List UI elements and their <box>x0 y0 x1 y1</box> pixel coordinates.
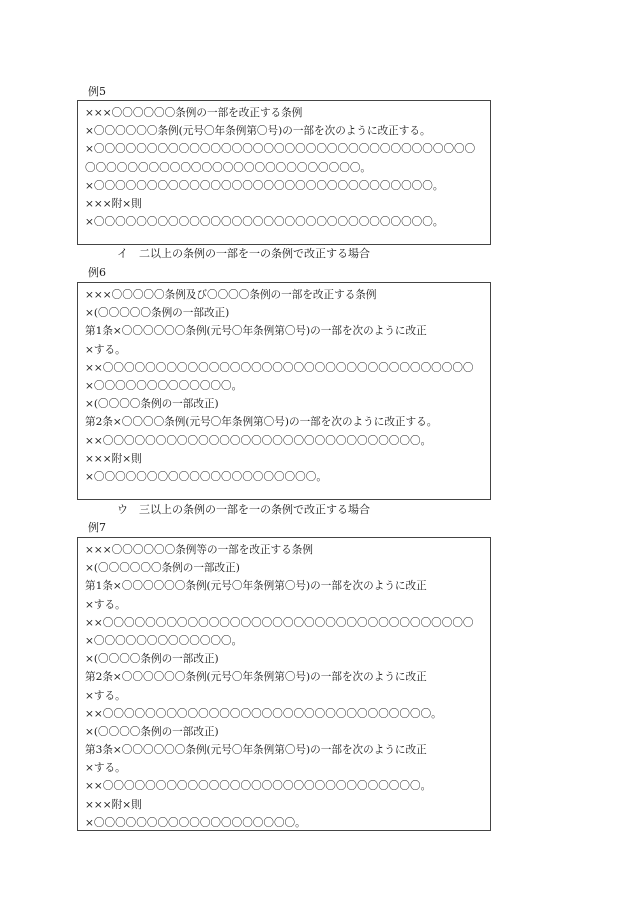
example-6-line: 第1条×〇〇〇〇〇〇条例(元号〇年条例第〇号)の一部を次のように改正 <box>85 325 427 338</box>
example-7-line: ×〇〇〇〇〇〇〇〇〇〇〇〇〇。 <box>85 634 243 647</box>
example-5-line: ×〇〇〇〇〇〇〇〇〇〇〇〇〇〇〇〇〇〇〇〇〇〇〇〇〇〇〇〇〇〇〇〇。 <box>85 216 444 229</box>
section-heading-i: イ 二以上の条例の一部を一の条例で改正する場合 <box>117 247 370 260</box>
example-5-line: ×〇〇〇〇〇〇条例(元号〇年条例第〇号)の一部を次のように改正する。 <box>85 125 431 138</box>
example-7-line: ×××〇〇〇〇〇〇条例等の一部を改正する条例 <box>85 544 313 556</box>
example-7-line: ×〇〇〇〇〇〇〇〇〇〇〇〇〇〇〇〇〇〇〇。 <box>85 816 306 829</box>
example-7-line: ×する。 <box>85 598 126 611</box>
example-7-line: ×する。 <box>85 689 126 702</box>
example-7-line: ×(〇〇〇〇条例の一部改正) <box>85 725 219 738</box>
example-7-label: 例7 <box>88 521 106 534</box>
example-7-line: ×(〇〇〇〇〇〇条例の一部改正) <box>85 562 240 575</box>
section-heading-u: ウ 三以上の条例の一部を一の条例で改正する場合 <box>117 503 370 516</box>
example-5-line: ×〇〇〇〇〇〇〇〇〇〇〇〇〇〇〇〇〇〇〇〇〇〇〇〇〇〇〇〇〇〇〇〇。 <box>85 179 444 192</box>
example-6-line: ××〇〇〇〇〇〇〇〇〇〇〇〇〇〇〇〇〇〇〇〇〇〇〇〇〇〇〇〇〇〇〇〇〇〇〇 <box>85 361 474 374</box>
example-7-line: 第1条×〇〇〇〇〇〇条例(元号〇年条例第〇号)の一部を次のように改正 <box>85 580 427 593</box>
example-6-line: ×する。 <box>85 343 126 356</box>
example-5-line: ×××附×則 <box>85 197 142 210</box>
example-7-line: ××〇〇〇〇〇〇〇〇〇〇〇〇〇〇〇〇〇〇〇〇〇〇〇〇〇〇〇〇〇〇〇。 <box>85 707 442 720</box>
example-5-line: ×××〇〇〇〇〇〇条例の一部を改正する条例 <box>85 107 303 119</box>
example-7-line: ××〇〇〇〇〇〇〇〇〇〇〇〇〇〇〇〇〇〇〇〇〇〇〇〇〇〇〇〇〇〇〇〇〇〇〇 <box>85 616 474 629</box>
example-6-box <box>77 282 491 500</box>
example-6-label: 例6 <box>88 266 106 279</box>
example-7-line: 第2条×〇〇〇〇〇〇条例(元号〇年条例第〇号)の一部を次のように改正 <box>85 671 427 684</box>
example-6-line: ×(〇〇〇〇〇条例の一部改正) <box>85 307 230 320</box>
example-5-label: 例5 <box>88 85 106 98</box>
example-5-line: 〇〇〇〇〇〇〇〇〇〇〇〇〇〇〇〇〇〇〇〇〇〇〇〇〇〇。 <box>85 161 372 174</box>
example-6-line: 第2条×〇〇〇〇条例(元号〇年条例第〇号)の一部を次のように改正する。 <box>85 416 438 429</box>
example-6-line: ××〇〇〇〇〇〇〇〇〇〇〇〇〇〇〇〇〇〇〇〇〇〇〇〇〇〇〇〇〇〇。 <box>85 434 432 447</box>
example-6-line: ×(〇〇〇〇条例の一部改正) <box>85 398 219 411</box>
example-6-line: ×××附×則 <box>85 452 142 465</box>
example-7-line: ××〇〇〇〇〇〇〇〇〇〇〇〇〇〇〇〇〇〇〇〇〇〇〇〇〇〇〇〇〇〇。 <box>85 780 432 793</box>
example-5-line: ×〇〇〇〇〇〇〇〇〇〇〇〇〇〇〇〇〇〇〇〇〇〇〇〇〇〇〇〇〇〇〇〇〇〇〇〇 <box>85 143 476 156</box>
example-7-line: 第3条×〇〇〇〇〇〇条例(元号〇年条例第〇号)の一部を次のように改正 <box>85 744 427 757</box>
example-6-line: ×〇〇〇〇〇〇〇〇〇〇〇〇〇〇〇〇〇〇〇〇〇。 <box>85 470 327 483</box>
example-7-box <box>77 537 491 831</box>
example-7-line: ×する。 <box>85 762 126 775</box>
example-6-line: ×××〇〇〇〇〇条例及び〇〇〇〇条例の一部を改正する条例 <box>85 289 377 301</box>
example-7-line: ×××附×則 <box>85 798 142 811</box>
example-7-line: ×(〇〇〇〇条例の一部改正) <box>85 653 219 666</box>
example-6-line: ×〇〇〇〇〇〇〇〇〇〇〇〇〇。 <box>85 379 243 392</box>
example-5-box <box>77 100 491 245</box>
